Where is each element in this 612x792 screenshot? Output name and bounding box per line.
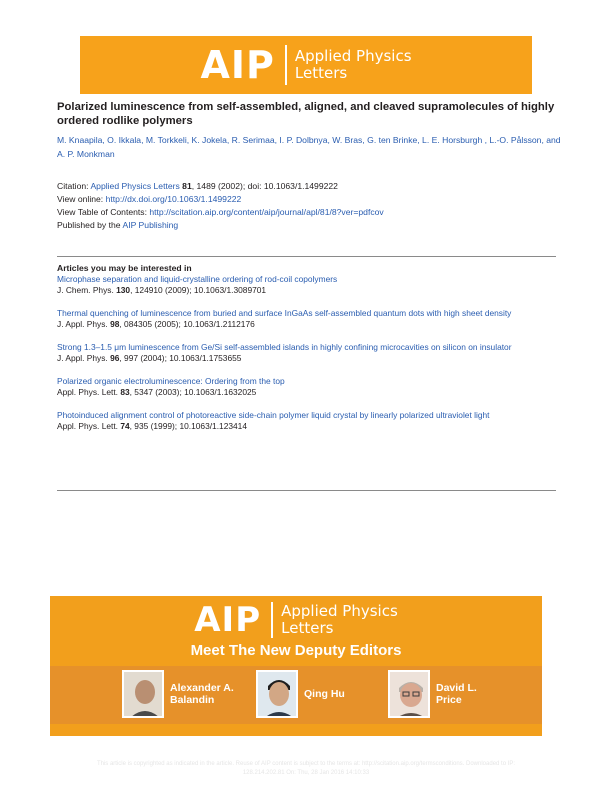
cite-volume: 98: [110, 319, 120, 329]
view-online-line: [57, 193, 567, 206]
cite-volume: 130: [116, 285, 131, 295]
editor-name: [304, 688, 345, 700]
related-article-citation: [57, 353, 556, 364]
journal-name-line2: Letters: [294, 64, 348, 82]
divider-top: [57, 256, 556, 257]
ad-journal-name-line2: Letters: [281, 619, 334, 637]
published-by-label: Published by the: [57, 220, 123, 230]
cite-details: , 5347 (2003); 10.1063/1.1632025: [129, 387, 257, 397]
editor-name-line1: David L.: [436, 682, 477, 694]
journal-name: [295, 48, 412, 82]
citation-details: , 1489 (2002); doi: 10.1063/1.1499222: [191, 181, 338, 191]
cite-journal: Appl. Phys. Lett.: [57, 421, 121, 431]
avatar: [256, 670, 298, 718]
cite-details: , 084305 (2005); 10.1063/1.2112176: [119, 319, 255, 329]
editor-name: [170, 682, 234, 706]
ad-journal-name: [281, 603, 398, 637]
related-article: [57, 342, 556, 364]
footer-line1: This article is copyrighted as indicated in the article. Reuse of AIP content is subject to the terms at: http://scitation.aip.org/termsconditions. Downloaded to IP:: [96, 761, 516, 767]
related-articles-heading: Articles you may be interested in: [57, 263, 192, 273]
ad-tagline: Meet The New Deputy Editors: [190, 642, 402, 659]
toc-line: [57, 206, 567, 219]
editor-portrait-3: [390, 672, 430, 718]
footer-line2: 128.214.202.81 On: Thu, 28 Jan 2016 14:10:33: [242, 770, 370, 776]
editor-portrait-1: [124, 672, 164, 718]
article-authors[interactable]: M. Knaapila, O. Ikkala, M. Torkkeli, K. Jokela, R. Serimaa, I. P. Dolbnya, W. Bras, G. ten Brinke, L. E. Horsburgh , L.-O. Pålsson, and A. P. Monkman: [57, 135, 561, 159]
published-by-line: [57, 219, 567, 232]
logo-divider: [285, 45, 287, 85]
article-title: Polarized luminescence from self-assembled, aligned, and cleaved supramolecules of highly ordered rodlike polymers: [57, 101, 555, 127]
journal-logo: [200, 45, 411, 85]
aip-logo-text: AIP: [200, 43, 275, 87]
deputy-editors-ad[interactable]: [50, 596, 542, 736]
avatar: [122, 670, 164, 718]
related-article-link[interactable]: Polarized organic electroluminescence: Ordering from the top: [57, 376, 285, 386]
divider-bottom: [57, 490, 556, 491]
ad-aip-logo-text: AIP: [194, 600, 262, 640]
ad-journal-logo: [50, 602, 542, 638]
related-article: [57, 376, 556, 398]
citation-label: Citation:: [57, 181, 91, 191]
related-article-citation: [57, 285, 556, 296]
copyright-footer: [36, 760, 576, 778]
cite-details: , 997 (2004); 10.1063/1.1753655: [119, 353, 242, 363]
related-article-link[interactable]: Photoinduced alignment control of photoreactive side-chain polymer liquid crystal by linearly polarized ultraviolet light: [57, 410, 490, 420]
publisher-link[interactable]: AIP Publishing: [122, 220, 179, 230]
citation-block: [57, 180, 567, 232]
cite-volume: 74: [120, 421, 130, 431]
related-article: [57, 308, 556, 330]
citation-journal-link[interactable]: Applied Physics Letters: [90, 181, 180, 191]
cite-details: , 935 (1999); 10.1063/1.123414: [129, 421, 247, 431]
cite-volume: 96: [110, 353, 120, 363]
citation-line: [57, 180, 567, 193]
citation-volume: 81: [182, 181, 192, 191]
related-article: [57, 274, 556, 296]
cite-details: , 124910 (2009); 10.1063/1.3089701: [130, 285, 267, 295]
view-online-label: View online:: [57, 194, 106, 204]
toc-label: View Table of Contents:: [57, 207, 150, 217]
related-article-citation: [57, 319, 556, 330]
view-online-link[interactable]: http://dx.doi.org/10.1063/1.1499222: [105, 194, 242, 204]
cite-journal: Appl. Phys. Lett.: [57, 387, 121, 397]
cite-journal: J. Chem. Phys.: [57, 285, 117, 295]
cite-journal: J. Appl. Phys.: [57, 353, 111, 363]
related-article-link[interactable]: Strong 1.3–1.5 μm luminescence from Ge/Si self-assembled islands in highly confining microcavities on silicon on insulator: [57, 342, 512, 352]
related-article-citation: [57, 421, 556, 432]
editor-name-line2: Balandin: [170, 694, 215, 706]
journal-banner[interactable]: [80, 36, 532, 94]
related-article-citation: [57, 387, 556, 398]
editor-card: [256, 670, 345, 718]
journal-name-line1: Applied Physics: [294, 47, 412, 65]
related-article: [57, 410, 556, 432]
editor-portrait-2: [258, 672, 298, 718]
cite-journal: J. Appl. Phys.: [57, 319, 111, 329]
related-article-link[interactable]: Thermal quenching of luminescence from buried and surface InGaAs self-assembled quantum dots with high sheet density: [57, 308, 512, 318]
cite-volume: 83: [120, 387, 130, 397]
editor-name-line2: Price: [436, 694, 462, 706]
editor-card: [388, 670, 477, 718]
avatar: [388, 670, 430, 718]
ad-logo-divider: [271, 602, 273, 638]
toc-link[interactable]: http://scitation.aip.org/content/aip/journal/apl/81/8?ver=pdfcov: [149, 207, 384, 217]
editor-card: [122, 670, 234, 718]
editor-name-line1: Qing Hu: [304, 688, 345, 700]
editor-name: [436, 682, 477, 706]
ad-journal-name-line1: Applied Physics: [281, 602, 398, 620]
related-article-link[interactable]: Microphase separation and liquid-crystalline ordering of rod-coil copolymers: [57, 274, 338, 284]
editor-name-line1: Alexander A.: [170, 682, 234, 694]
related-articles: [57, 262, 556, 432]
